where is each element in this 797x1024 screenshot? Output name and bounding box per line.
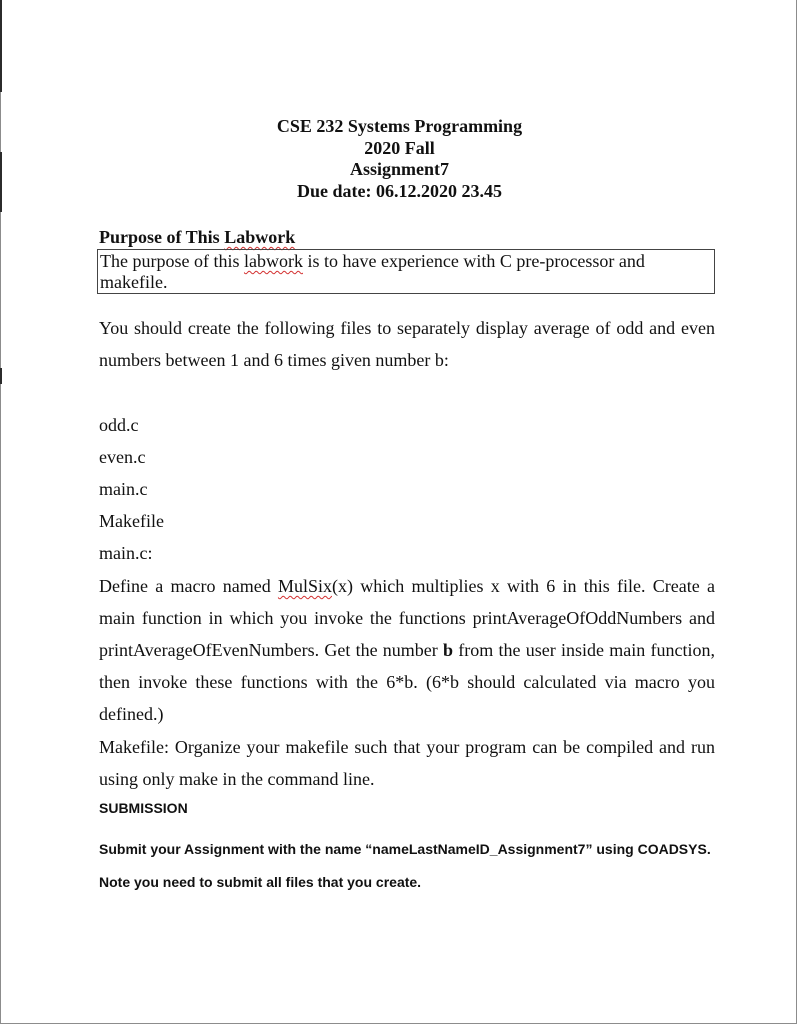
bold-variable: b (443, 640, 454, 660)
purpose-box (97, 249, 715, 294)
main-description-text: Define a macro named (99, 576, 278, 596)
semester: 2020 Fall (364, 137, 435, 158)
file-list (99, 409, 164, 569)
main-description-text: from the user inside main function, then invoke these functions with the 6*b. (6*b should calculated via macro you defined.) (99, 640, 715, 724)
submission-heading: SUBMISSION (99, 800, 188, 816)
main-description-text: (x) which multiplies x with 6 in this file. Create a main function in which you invoke the functions printAverageOfOddNumbers and printAverageOfEvenNumbers. Get the number (99, 576, 715, 660)
list-item: even.c (99, 447, 146, 467)
list-item: main.c (99, 479, 148, 499)
intro-paragraph: You should create the following files to separately display average of odd and even numbers between 1 and 6 times given number b: (99, 318, 715, 370)
spellcheck-word: MulSix (277, 576, 332, 596)
spellcheck-word: Labwork (224, 227, 296, 247)
page-edge-marker (0, 0, 2, 92)
assignment-title: Assignment7 (349, 159, 449, 179)
purpose-heading-text: Purpose of This (99, 227, 225, 247)
submission-instruction: Submit your Assignment with the name “nameLastNameID_Assignment7” using COADSYS. (99, 841, 711, 857)
makefile-description: Makefile: Organize your makefile such that your program can be compiled and run using only make in the command line. (99, 737, 715, 789)
list-item: Makefile (99, 511, 164, 531)
main-description (99, 570, 715, 730)
purpose-text: is to have experience with C pre-processor and makefile. (100, 251, 645, 292)
document-header (1, 116, 797, 202)
list-item: odd.c (99, 415, 139, 435)
due-date: Due date: 06.12.2020 23.45 (297, 180, 502, 201)
spellcheck-word: labwork (243, 251, 303, 271)
submission-note: Note you need to submit all files that you create. (99, 874, 422, 890)
purpose-text: The purpose of this (100, 251, 244, 271)
purpose-heading (99, 227, 295, 247)
main-label: main.c: (99, 543, 153, 563)
course-title: CSE 232 Systems Programming (276, 116, 523, 136)
page-edge-marker (0, 368, 2, 384)
